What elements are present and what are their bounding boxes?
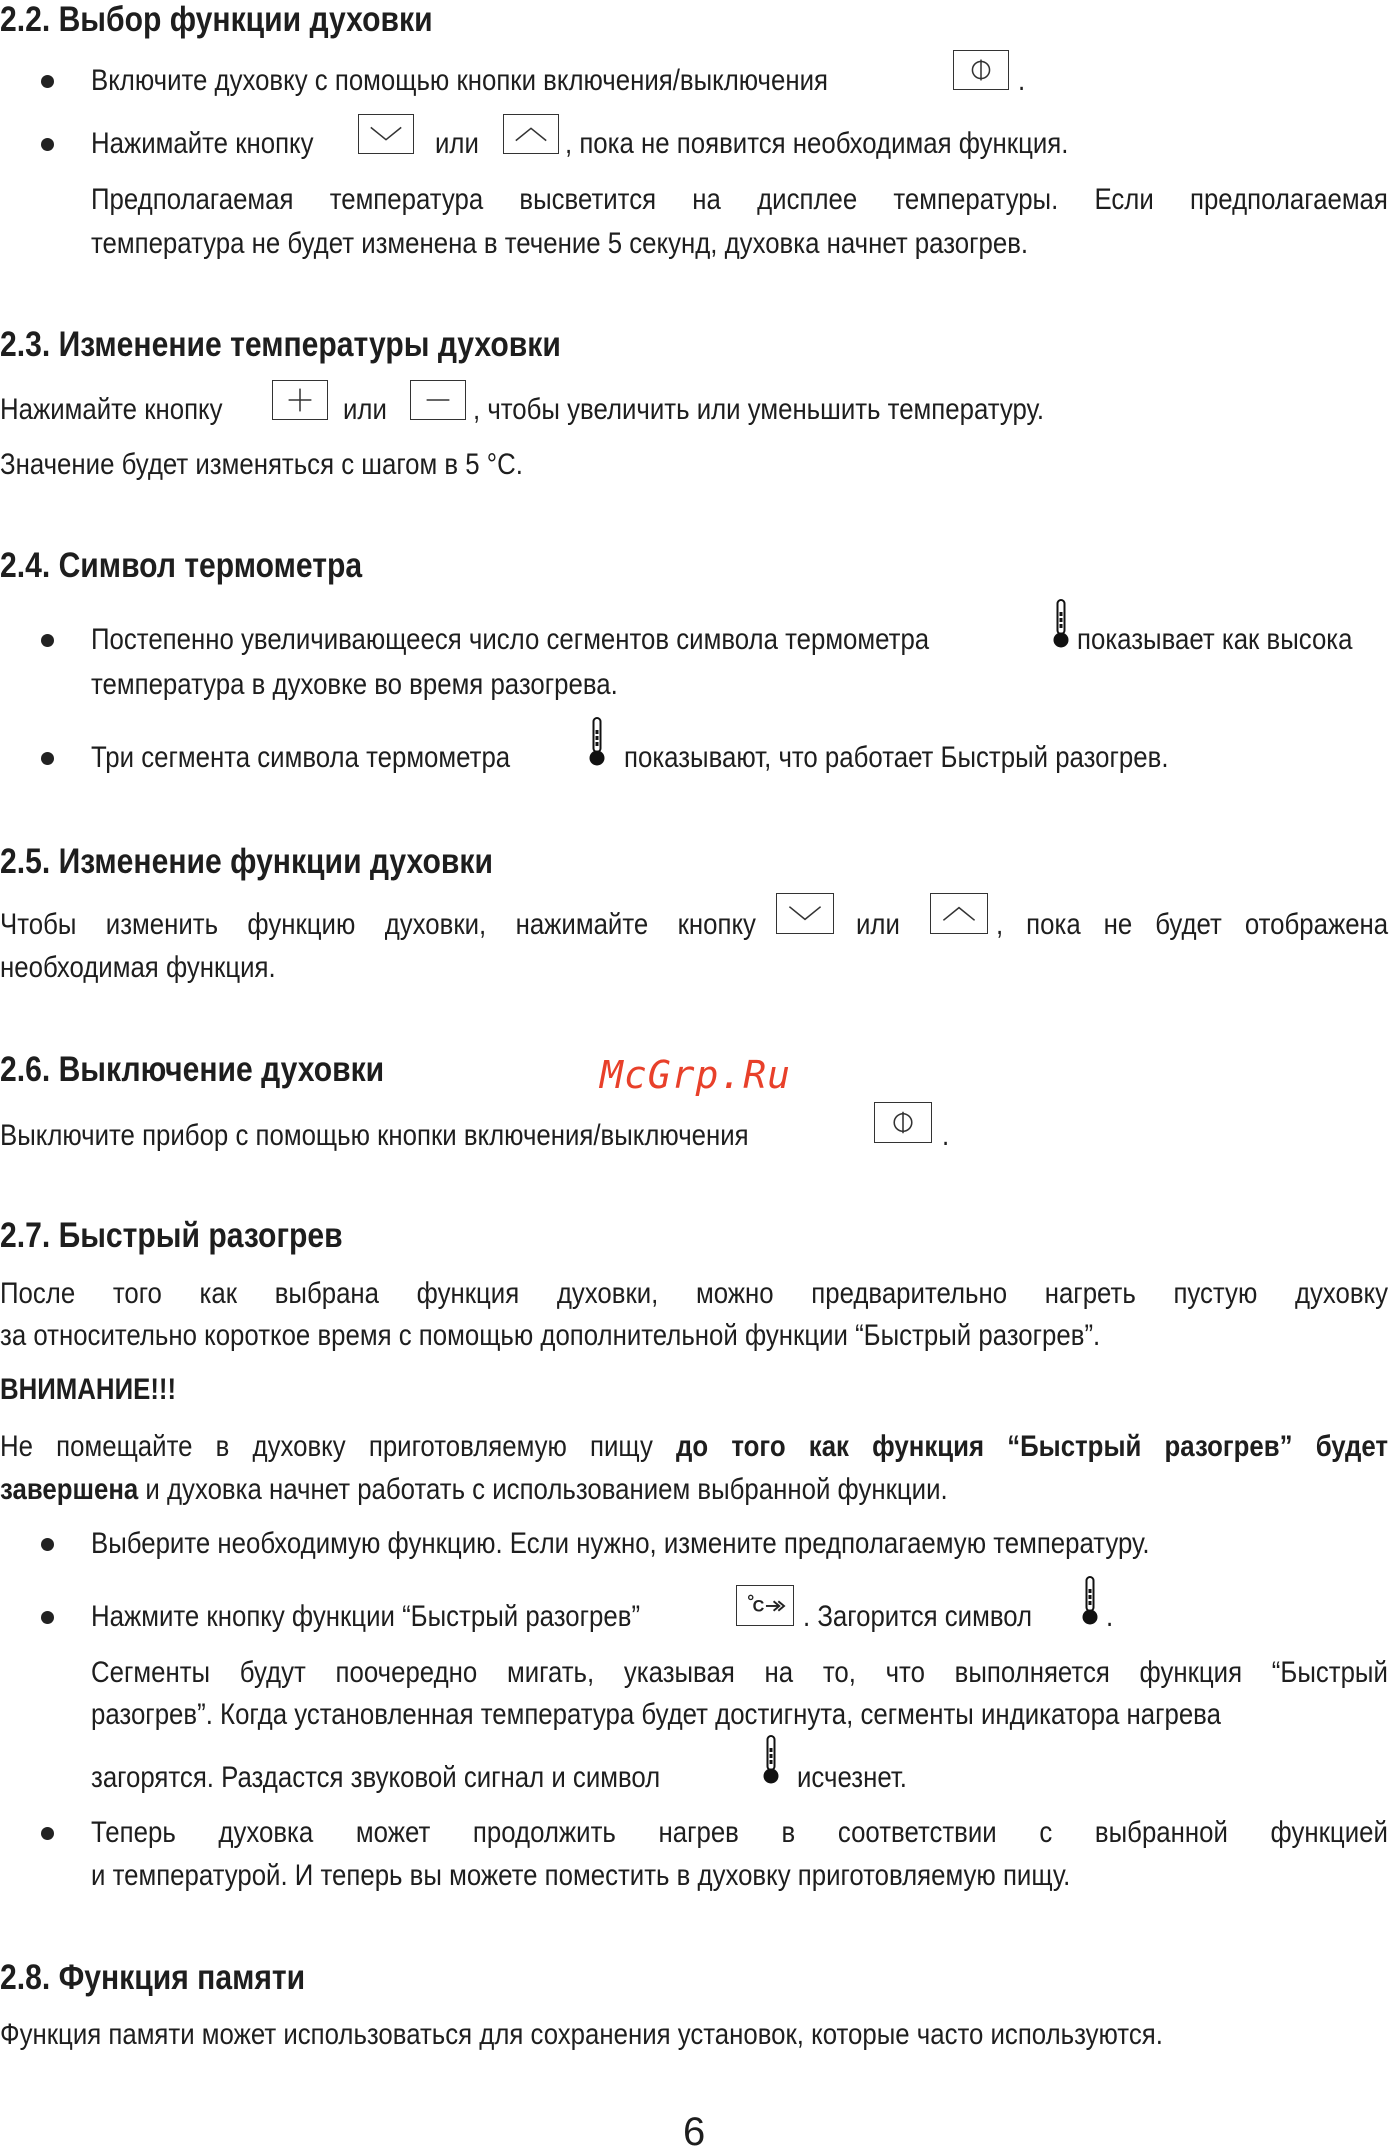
chevron-up-button-icon <box>503 114 559 154</box>
section-2-4-bullet-2-start: Три сегмента символа термометра <box>91 741 511 774</box>
bullet <box>41 634 54 647</box>
thermometer-icon <box>1080 1575 1100 1627</box>
section-2-3-line-1-start: Нажимайте кнопку <box>0 393 223 426</box>
thermometer-icon <box>1051 598 1071 650</box>
punctuation: . <box>1106 1600 1114 1633</box>
section-2-4-bullet-1-start: Постепенно увеличивающееся число сегментов символа термометра <box>91 623 930 656</box>
section-2-7-paragraph-3-line-1: Сегменты будут поочередно мигать, указывая на то, что выполняется функция “Быстрый <box>91 1656 1388 1689</box>
punctuation: . <box>1018 64 1026 97</box>
svg-text:C: C <box>752 1597 765 1616</box>
section-2-6-line-1: Выключите прибор с помощью кнопки включения/выключения <box>0 1119 749 1152</box>
watermark: McGrp.Ru <box>600 1053 792 1097</box>
bullet <box>41 752 54 765</box>
section-2-5-line-1-start: Чтобы изменить функцию духовки, нажимайте кнопку <box>0 908 756 941</box>
section-2-7-paragraph-1-line-2: за относительно короткое время с помощью дополнительной функции “Быстрый разогрев”. <box>0 1319 1101 1352</box>
plus-button-icon <box>272 380 328 420</box>
section-2-4-bullet-2-end: показывают, что работает Быстрый разогрев. <box>624 741 1169 774</box>
section-2-2-paragraph-line-1: Предполагаемая температура высветится на дисплее температуры. Если предполагаемая <box>91 183 1388 216</box>
section-2-2-paragraph-line-2: температура не будет изменена в течение 5 секунд, духовка начнет разогрев. <box>91 227 1029 260</box>
section-title-2-8: 2.8. Функция памяти <box>0 1958 306 1997</box>
section-2-4-bullet-1-end: показывает как высока <box>1077 623 1353 656</box>
section-2-5-line-1-end: , пока не будет отображена <box>996 908 1389 941</box>
section-2-2-bullet-2-start: Нажимайте кнопку <box>91 127 314 160</box>
power-button-icon <box>874 1102 932 1143</box>
chevron-down-button-icon <box>776 893 834 934</box>
section-title-2-5: 2.5. Изменение функции духовки <box>0 842 493 881</box>
section-title-2-4: 2.4. Символ термометра <box>0 546 363 585</box>
punctuation: . <box>942 1119 950 1152</box>
conjunction-or: или <box>343 393 387 426</box>
section-2-2-bullet-1: Включите духовку с помощью кнопки включения/выключения <box>91 64 828 97</box>
section-2-7-paragraph-1-line-1: После того как выбрана функция духовки, можно предварительно нагреть пустую духовку <box>0 1277 1389 1310</box>
section-2-5-line-2: необходимая функция. <box>0 951 276 984</box>
section-title-2-3: 2.3. Изменение температуры духовки <box>0 325 561 364</box>
conjunction-or: или <box>435 127 479 160</box>
fast-heat-button-icon <box>736 1585 794 1626</box>
section-2-7-bullet-2-middle: . Загорится символ <box>803 1600 1033 1633</box>
section-title-2-6: 2.6. Выключение духовки <box>0 1050 385 1089</box>
thermometer-icon <box>761 1734 781 1786</box>
section-2-7-paragraph-3-line-2: разогрев”. Когда установленная температура будет достигнута, сегменты индикатора нагрева <box>91 1698 1221 1731</box>
bullet <box>41 1827 54 1840</box>
section-2-7-bullet-3-line-1: Теперь духовка может продолжить нагрев в соответствии с выбранной функцией <box>91 1816 1388 1849</box>
section-title-2-7: 2.7. Быстрый разогрев <box>0 1216 343 1255</box>
section-2-3-line-2: Значение будет изменяться с шагом в 5 °С. <box>0 448 523 481</box>
bullet <box>41 138 54 151</box>
section-2-7-bullet-3-line-2: и температурой. И теперь вы можете поместить в духовку приготовляемую пищу. <box>91 1859 1071 1892</box>
section-2-3-line-1-end: , чтобы увеличить или уменьшить температуру. <box>473 393 1044 426</box>
bullet <box>41 75 54 88</box>
section-2-8-line-1: Функция памяти может использоваться для сохранения установок, которые часто используются. <box>0 2018 1163 2051</box>
page-number: 6 <box>683 2110 706 2154</box>
minus-button-icon <box>410 380 466 420</box>
bullet <box>41 1538 54 1551</box>
section-title-2-2: 2.2. Выбор функции духовки <box>0 0 433 39</box>
bullet <box>41 1611 54 1624</box>
conjunction-or: или <box>856 908 900 941</box>
section-2-7-bullet-1: Выберите необходимую функцию. Если нужно, измените предполагаемую температуру. <box>91 1527 1150 1560</box>
section-2-7-paragraph-2-line-2: завершена и духовка начнет работать с использованием выбранной функции. <box>0 1473 948 1506</box>
section-2-7-paragraph-2-line-1: Не помещайте в духовку приготовляемую пищу до того как функция “Быстрый разогрев” будет <box>0 1430 1389 1463</box>
section-2-7-paragraph-3-line-3-start: загорятся. Раздастся звуковой сигнал и символ <box>91 1761 661 1794</box>
section-2-4-bullet-1-line-2: температура в духовке во время разогрева. <box>91 668 618 701</box>
section-2-7-paragraph-3-line-3-end: исчезнет. <box>797 1761 907 1794</box>
section-2-7-bullet-2-start: Нажмите кнопку функции “Быстрый разогрев” <box>91 1600 641 1633</box>
chevron-down-button-icon <box>358 114 414 154</box>
thermometer-icon <box>587 716 607 768</box>
chevron-up-button-icon <box>930 893 988 934</box>
power-button-icon <box>953 50 1009 90</box>
warning-label: ВНИМАНИЕ!!! <box>0 1373 177 1406</box>
section-2-2-bullet-2-end: , пока не появится необходимая функция. <box>565 127 1069 160</box>
